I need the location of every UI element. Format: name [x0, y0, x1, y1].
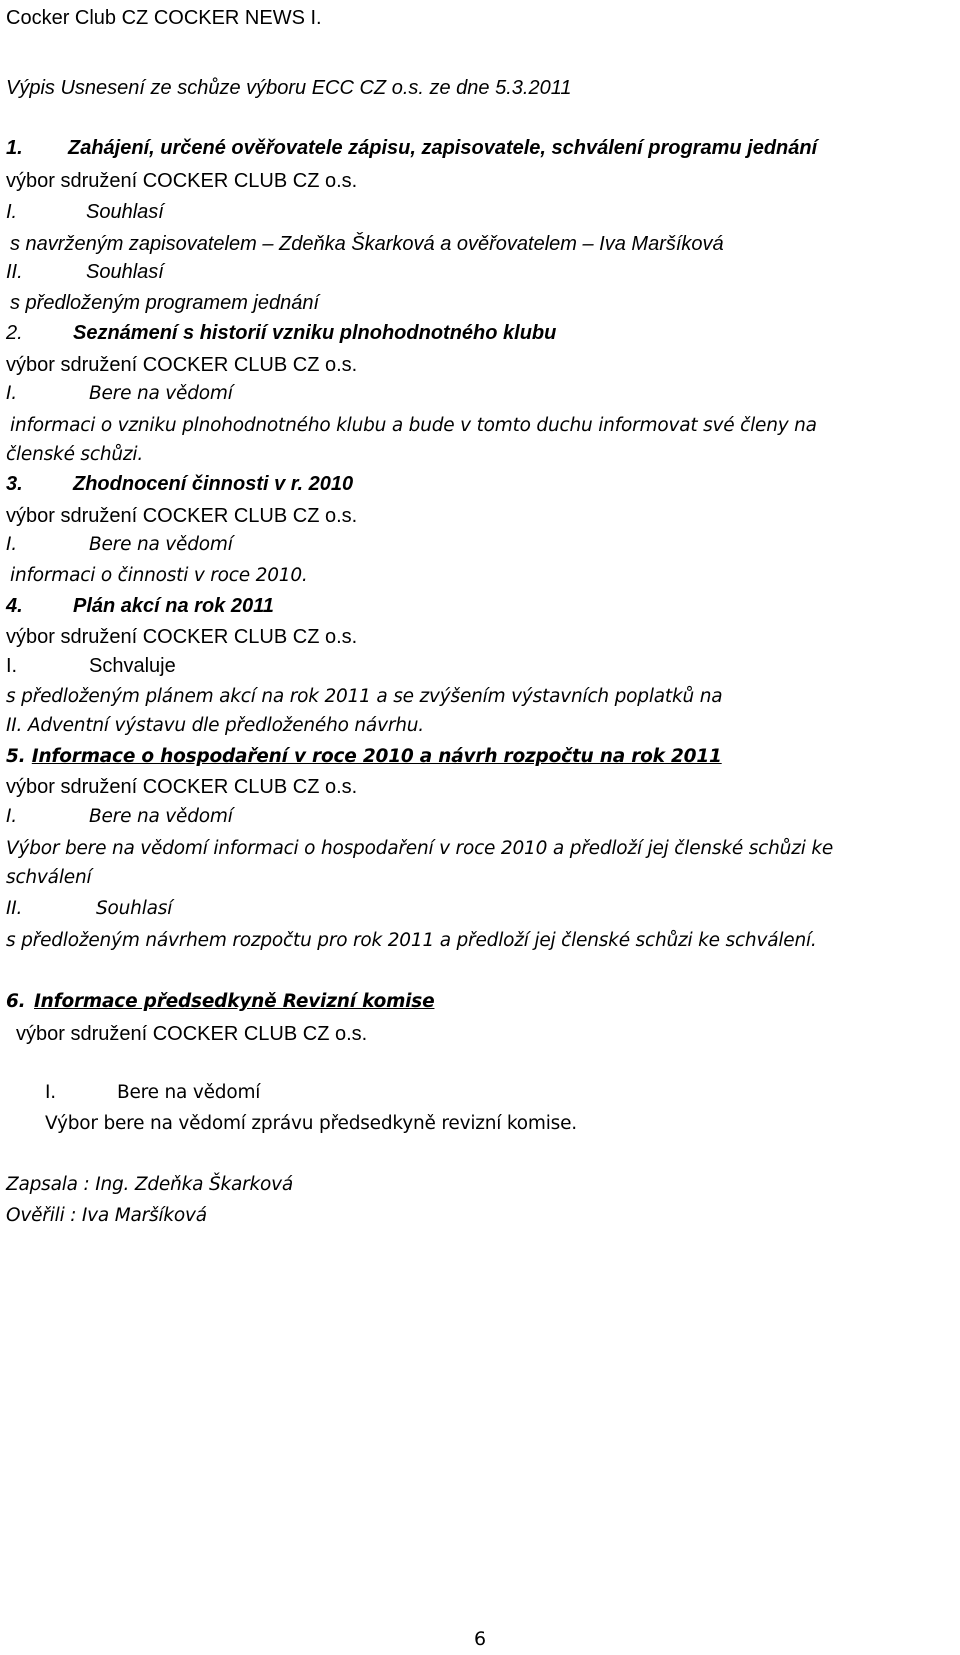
resolution-number: I. [6, 534, 17, 555]
document-title: Výpis Usnesení ze schůze výboru ECC CZ o.s. ze dne 5.3.2011 [6, 77, 572, 99]
section-5-resolution-1-text: Výbor bere na vědomí informaci o hospodaření v roce 2010 a předloží jej členské schůzi ke [6, 838, 834, 859]
section-5-resolution-2-text: s předloženým návrhem rozpočtu pro rok 2011 a předloží jej členské schůzi ke schválení. [6, 930, 817, 951]
section-4-resolution-1-text: s předloženým plánem akcí na rok 2011 a se zvýšením výstavních poplatků na [6, 686, 723, 707]
section-3-title: Zhodnocení činnosti v r. 2010 [73, 473, 354, 495]
section-2-title: Seznámení s historií vzniku plnohodnotného klubu [73, 322, 557, 344]
section-4-committee: výbor sdružení COCKER CLUB CZ o.s. [6, 626, 358, 648]
section-4-resolution-1-text-cont: II. Adventní výstavu dle předloženého návrhu. [6, 715, 424, 736]
section-6-resolution-1 [45, 1080, 260, 1106]
section-3-resolution-1-text: informaci o činnosti v roce 2010. [10, 565, 308, 586]
section-1-number: 1. [6, 137, 23, 159]
section-4-number: 4. [6, 595, 23, 617]
resolution-verb: Bere na vědomí [89, 806, 233, 827]
section-1-resolution-2-text: s předloženým programem jednání [10, 292, 320, 314]
resolution-verb: Bere na vědomí [117, 1082, 261, 1103]
section-6-resolution-1-text: Výbor bere na vědomí zprávu předsedkyně revizní komise. [45, 1113, 577, 1134]
section-1-resolution-2 [6, 259, 164, 285]
section-5-resolution-1 [6, 804, 233, 830]
resolution-number: I. [6, 201, 18, 223]
recorded-by: Zapsala : Ing. Zdeňka Škarková [6, 1174, 294, 1195]
resolution-verb: Bere na vědomí [89, 534, 233, 555]
resolution-verb: Souhlasí [86, 261, 164, 283]
section-5-title: Informace o hospodaření v roce 2010 a návrh rozpočtu na rok 2011 [31, 746, 722, 767]
section-6-number: 6. [6, 991, 26, 1012]
resolution-verb: Schvaluje [89, 655, 176, 677]
section-5-committee: výbor sdružení COCKER CLUB CZ o.s. [6, 776, 358, 798]
resolution-verb: Souhlasí [96, 898, 173, 919]
page-header: Cocker Club CZ COCKER NEWS I. [6, 7, 322, 29]
resolution-verb: Souhlasí [86, 201, 164, 223]
section-4-title: Plán akcí na rok 2011 [73, 595, 274, 617]
section-2-resolution-1 [6, 381, 233, 407]
section-6-heading [6, 989, 434, 1015]
section-2-resolution-1-text-cont: členské schůzi. [6, 444, 144, 465]
resolution-number: I. [6, 655, 18, 677]
section-6-title: Informace předsedkyně Revizní komise [34, 991, 435, 1012]
section-2-heading [6, 320, 556, 346]
section-3-resolution-1 [6, 532, 233, 558]
resolution-number: I. [45, 1082, 56, 1103]
section-2-committee: výbor sdružení COCKER CLUB CZ o.s. [6, 354, 358, 376]
resolution-number: II. [6, 898, 23, 919]
section-1-title: Zahájení, určené ověřovatele zápisu, zapisovatele, schválení programu jednání [68, 137, 818, 159]
section-3-committee: výbor sdružení COCKER CLUB CZ o.s. [6, 505, 358, 527]
section-2-number: 2. [6, 322, 23, 344]
resolution-verb: Bere na vědomí [89, 383, 233, 404]
section-5-resolution-2 [6, 896, 172, 922]
resolution-number: I. [6, 806, 17, 827]
section-5-resolution-1-text-cont: schválení [6, 867, 92, 888]
section-1-heading [6, 135, 817, 161]
section-3-heading [6, 471, 353, 497]
section-3-number: 3. [6, 473, 23, 495]
section-1-resolution-1-text: s navrženým zapisovatelem – Zdeňka Škarková a ověřovatelem – Iva Maršíková [10, 233, 724, 255]
verified-by: Ověřili : Iva Maršíková [6, 1205, 207, 1226]
section-6-committee: výbor sdružení COCKER CLUB CZ o.s. [16, 1023, 368, 1045]
section-1-committee: výbor sdružení COCKER CLUB CZ o.s. [6, 170, 358, 192]
resolution-number: I. [6, 383, 17, 404]
section-2-resolution-1-text: informaci o vzniku plnohodnotného klubu a bude v tomto duchu informovat své členy na [10, 415, 817, 436]
section-1-resolution-1 [6, 199, 164, 225]
section-5-heading [6, 744, 722, 770]
page-number: 6 [473, 1628, 487, 1650]
resolution-number: II. [6, 261, 23, 283]
section-5-number: 5. [6, 746, 26, 767]
section-4-heading [6, 593, 274, 619]
section-4-resolution-1 [6, 653, 176, 679]
